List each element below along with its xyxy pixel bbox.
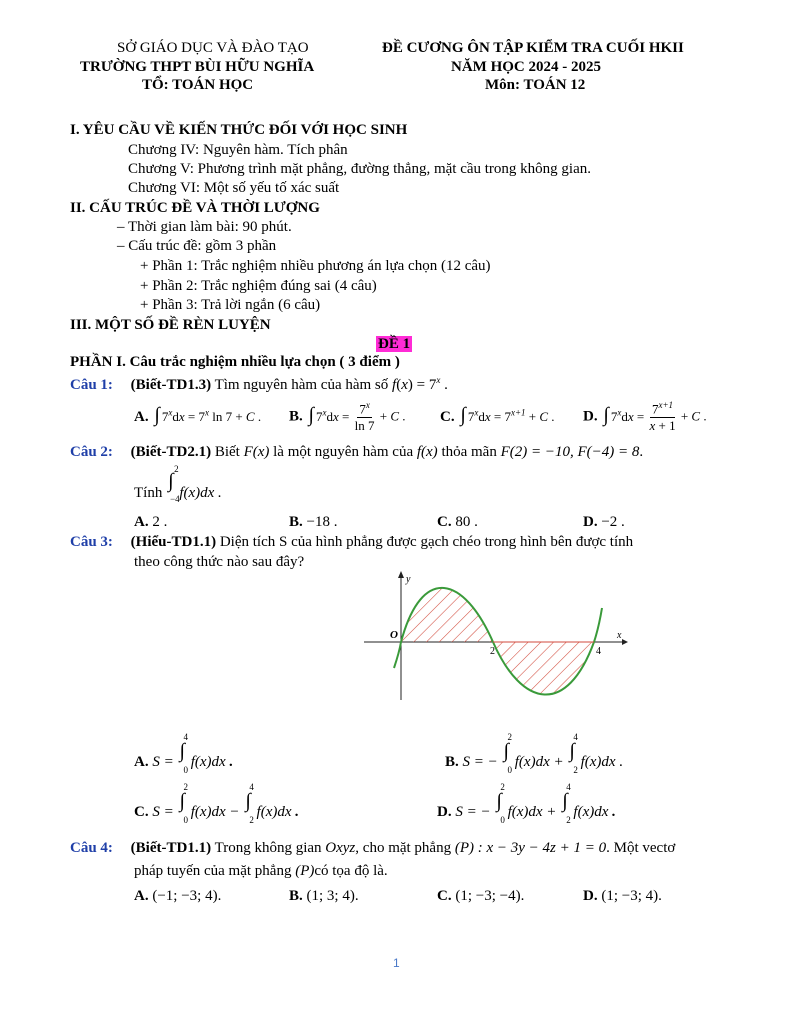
section1-item: Chương IV: Nguyên hàm. Tích phân — [128, 142, 348, 158]
q2-label: Câu 2: — [70, 444, 113, 460]
q3-option-c[interactable]: C. S = ∫ 2 0 f(x)dx − ∫ 4 2 f(x)dx . — [134, 782, 300, 825]
section1-item: Chương VI: Một số yếu tố xác suất — [128, 180, 340, 196]
q2-option-b[interactable]: B. −18 . — [289, 514, 338, 530]
section2-part: + Phần 3: Trả lời ngắn (6 câu) — [140, 297, 321, 313]
tick-2: 2 — [490, 646, 495, 657]
question-2: Câu 2: (Biết-TD2.1) Biết F(x) là một nguyên hàm của f(x) thỏa mãn F(2) = −10, F(−4) = 8. — [70, 444, 644, 460]
q1-tag: (Biết-TD1.3) — [130, 377, 212, 393]
q4-option-b[interactable]: B. (1; 3; 4). — [289, 888, 359, 904]
q3-option-a[interactable]: A. S = ∫ 4 0 f(x)dx . — [134, 732, 234, 775]
q1-option-b[interactable]: B. ∫ $7^xdx$ = $\frac{7^x}{\ln 7}$ + C . — [289, 400, 406, 434]
tick-4: 4 — [596, 646, 601, 657]
q2-option-c[interactable]: C. 80 . — [437, 514, 478, 530]
q1-option-a[interactable]: A. ∫ $7^xdx = 7^x$ ln 7 + C . — [134, 404, 262, 426]
q4-tag: (Biết-TD1.1) — [130, 840, 212, 856]
header-team: TỔ: TOÁN HỌC — [142, 77, 254, 93]
q1-text: Tìm nguyên hàm của hàm số — [214, 377, 389, 393]
section2-part: + Phần 2: Trắc nghiệm đúng sai (4 câu) — [140, 278, 377, 294]
q3-tag: (Hiểu-TD1.1) — [130, 534, 217, 550]
header-school: TRƯỜNG THPT BÙI HỮU NGHĨA — [80, 59, 315, 75]
q1-function: f — [392, 377, 397, 393]
q3-graph — [360, 568, 632, 704]
question-3: Câu 3: (Hiểu-TD1.1) Diện tích S của hình phẳng được gạch chéo trong hình bên được tính — [70, 534, 634, 550]
q1-label: Câu 1: — [70, 377, 113, 393]
page-number: 1 — [393, 956, 400, 970]
q2-option-d[interactable]: D. −2 . — [583, 514, 625, 530]
q1-option-c[interactable]: C. ∫ $7^xdx = 7^{x+1} + C$ . — [440, 404, 555, 426]
q2-tag: (Biết-TD2.1) — [130, 444, 212, 460]
question-4: Câu 4: (Biết-TD1.1) Trong không gian Oxyz, cho mặt phẳng (P) : x − 3y − 4z + 1 = 0. Một vectơ — [70, 840, 676, 856]
q3-option-d[interactable]: D. S = − ∫ 2 0 f(x)dx + ∫ 4 2 f(x)dx . — [437, 782, 616, 825]
q4-option-c[interactable]: C. (1; −3; −4). — [437, 888, 525, 904]
origin-label: O — [390, 629, 398, 641]
section1-title: I. YÊU CẦU VỀ KIẾN THỨC ĐỐI VỚI HỌC SINH — [70, 122, 408, 138]
section2-structure: – Cấu trúc đề: gồm 3 phần — [117, 238, 277, 254]
q3-label: Câu 3: — [70, 534, 113, 550]
q2-condition: F(2) = −10, F(−4) = 8 — [500, 444, 640, 460]
q2-option-a[interactable]: A. 2 . — [134, 514, 168, 530]
question-1: Câu 1: (Biết-TD1.3) Tìm nguyên hàm của hàm số $f(x) = 7^x$ . — [70, 375, 448, 393]
y-axis-arrow — [398, 571, 404, 578]
section1-item: Chương V: Phương trình mặt phẳng, đường thẳng, mặt cầu trong không gian. — [128, 161, 592, 177]
q4-label: Câu 4: — [70, 840, 113, 856]
section3-title: III. MỘT SỐ ĐỀ RÈN LUYỆN — [70, 317, 271, 333]
q3-option-b[interactable]: B. S = − ∫ 2 0 f(x)dx + ∫ 4 2 f(x)dx . — [445, 732, 624, 775]
section2-part: + Phần 1: Trắc nghiệm nhiều phương án lựa chọn (12 câu) — [140, 258, 491, 274]
y-label: y — [406, 574, 411, 585]
q1-option-d[interactable]: D. ∫ $7^xdx$ = $\frac{7^{x+1}}{x + 1}$ + C . — [583, 400, 707, 434]
section2-time: – Thời gian làm bài: 90 phút. — [117, 219, 292, 235]
header-department: SỞ GIÁO DỤC VÀ ĐÀO TẠO — [117, 40, 309, 56]
q4-option-a[interactable]: A. (−1; −3; 4). — [134, 888, 222, 904]
section2-title: II. CẤU TRÚC ĐỀ VÀ THỜI LƯỢNG — [70, 200, 320, 216]
q4-line2: pháp tuyến của mặt phẳng (P)có tọa độ là. — [134, 863, 388, 879]
q3-text-line2: theo công thức nào sau đây? — [134, 554, 305, 570]
x-axis-arrow — [622, 639, 628, 645]
q4-plane: (P) : x − 3y − 4z + 1 = 0 — [454, 840, 607, 856]
q4-option-d[interactable]: D. (1; −3; 4). — [583, 888, 662, 904]
exam-label: ĐỀ 1 — [378, 336, 411, 352]
part1-title: PHẦN I. Câu trắc nghiệm nhiều lựa chọn ( 3 điểm ) — [70, 354, 400, 370]
header-subject: Môn: TOÁN 12 — [485, 77, 586, 93]
q2-compute: Tính ∫ 2 −4 f(x)dx . — [134, 464, 222, 504]
header-year: NĂM HỌC 2024 - 2025 — [451, 59, 601, 75]
header-title: ĐỀ CƯƠNG ÔN TẬP KIỂM TRA CUỐI HKII — [382, 40, 684, 56]
x-label: x — [617, 630, 622, 641]
